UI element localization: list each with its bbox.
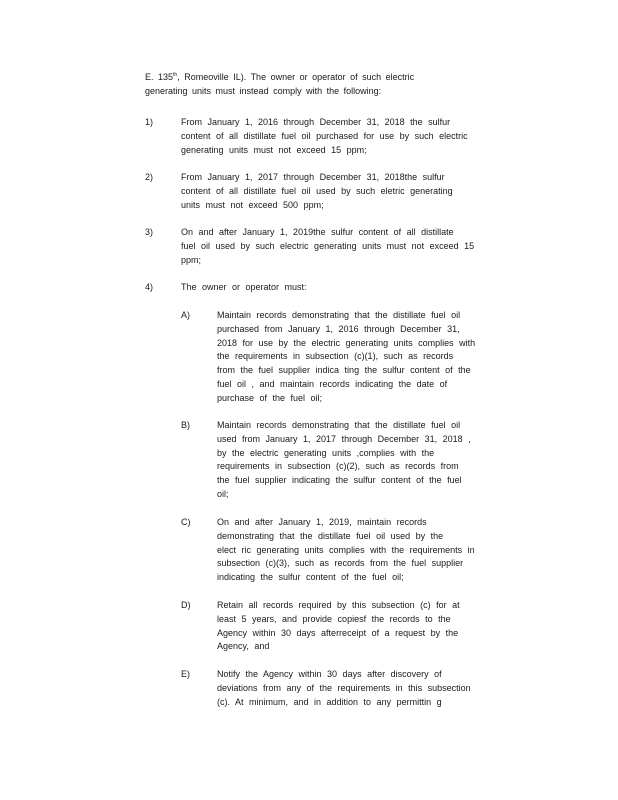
item-number: 4) — [145, 282, 154, 292]
sub-item-line: indicating the sulfur content of the fuel oil; — [217, 572, 404, 583]
sub-item-letter: A) — [181, 310, 190, 320]
item-number: 3) — [145, 227, 154, 237]
sub-item-body — [217, 668, 512, 709]
item-body — [181, 116, 521, 157]
sub-item-line: the fuel supplier indicating the sulfur content of the fuel — [217, 475, 462, 486]
intro-paragraph — [145, 71, 525, 99]
sub-item-line: by the electric generating units ,complies with the — [217, 447, 435, 458]
intro-line-1 — [145, 71, 525, 85]
sub-item-body — [217, 599, 512, 654]
sub-item-line: deviations from any of the requirements in this subsection — [217, 682, 471, 693]
sub-item-line: requirements in subsection (c)(2), such as records from — [217, 461, 459, 472]
item-body — [181, 281, 521, 295]
sub-item-line: purchased from January 1, 2016 through December 31, — [217, 323, 460, 334]
item-line: From January 1, 2017 through December 31, 2018the sulfur — [181, 172, 445, 182]
item-number: 1) — [145, 117, 154, 127]
sub-item-letter: D) — [181, 600, 191, 610]
sub-item-line: demonstrating that the distillate fuel oil used by the — [217, 530, 444, 541]
item-line: generating units must not exceed 15 ppm; — [181, 144, 367, 155]
item-line: From January 1, 2016 through December 31, 2018 the sulfur — [181, 117, 451, 127]
sub-item-line: Retain all records required by this subsection (c) for at — [217, 600, 460, 610]
sub-item-line: Agency within 30 days afterreceipt of a request by the — [217, 627, 459, 638]
item-body — [181, 226, 521, 267]
item-line: content of all distillate fuel oil purchased for use by such electric — [181, 130, 468, 141]
sub-item-line: elect ric generating units complies with the requirements in — [217, 544, 475, 555]
sub-item-line: Maintain records demonstrating that the distillate fuel oil — [217, 310, 461, 320]
intro-line-1-text: , Romeoville IL). The owner or operator of such electric — [177, 72, 415, 82]
sub-item-body — [217, 516, 512, 585]
item-line: units must not exceed 500 ppm; — [181, 199, 324, 210]
item-body — [181, 171, 521, 212]
sub-item-line: least 5 years, and provide copiesf the records to the — [217, 613, 451, 624]
sub-item-body — [217, 309, 512, 406]
sub-item-letter: B) — [181, 420, 190, 430]
sub-item-line: Agency, and — [217, 641, 270, 652]
item-line: The owner or operator must: — [181, 282, 307, 292]
sub-item-line: 2018 for use by the electric generating units complies with — [217, 337, 476, 348]
item-line: On and after January 1, 2019the sulfur content of all distillate — [181, 227, 454, 237]
sub-item-line: used from January 1, 2017 through December 31, 2018 , — [217, 433, 471, 444]
sub-item-line: On and after January 1, 2019, maintain records — [217, 517, 427, 527]
sub-item-line: fuel oil , and maintain records indicating the date of — [217, 378, 448, 389]
sub-item-line: (c). At minimum, and in addition to any permittin g — [217, 696, 442, 707]
sub-item-letter: C) — [181, 517, 191, 527]
sub-item-line: Maintain records demonstrating that the distillate fuel oil — [217, 420, 461, 430]
sub-item-body — [217, 419, 512, 502]
sub-item-line: oil; — [217, 488, 229, 499]
intro-address-number: E. 135 — [145, 72, 174, 82]
item-line: content of all distillate fuel oil used by such eletric generating — [181, 185, 453, 196]
sub-item-line: the requirements in subsection (c)(1), such as records — [217, 351, 454, 362]
intro-ordinal-suffix: th — [173, 72, 178, 78]
sub-item-letter: E) — [181, 669, 190, 679]
sub-item-line: purchase of the fuel oil; — [217, 392, 323, 403]
sub-item-line: from the fuel supplier indica ting the sulfur content of the — [217, 365, 471, 376]
intro-line-2: generating units must instead comply with the following: — [145, 85, 382, 96]
sub-item-line: Notify the Agency within 30 days after discovery of — [217, 669, 442, 679]
item-line: ppm; — [181, 254, 202, 265]
item-number: 2) — [145, 172, 154, 182]
item-line: fuel oil used by such electric generating units must not exceed 15 — [181, 240, 475, 251]
sub-item-line: subsection (c)(3), such as records from the fuel supplier — [217, 558, 464, 569]
